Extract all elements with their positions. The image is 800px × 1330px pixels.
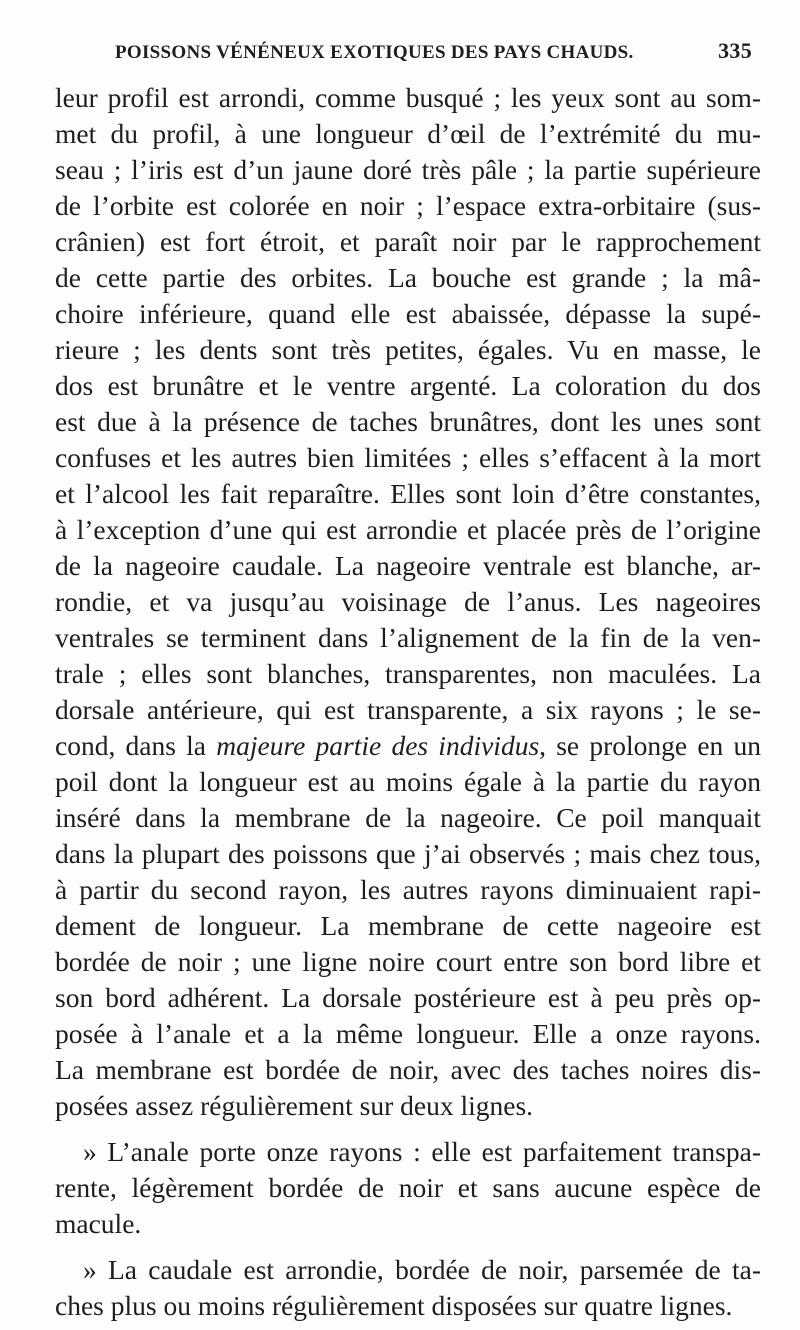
text-line: ventrales se terminent dans l’alignement de la fin de la ven-	[55, 622, 761, 653]
text-line: de l’orbite est colorée en noir ; l’espace extra-orbitaire (sus-	[55, 190, 761, 221]
text-line: » La caudale est arrondie, bordée de noir, parsemée de ta-	[83, 1254, 761, 1285]
body-text	[55, 80, 761, 1324]
running-title: POISSONS VÉNÉNEUX EXOTIQUES DES PAYS CHAUDS.	[115, 42, 634, 63]
text-line: à partir du second rayon, les autres rayons diminuaient rapi-	[55, 874, 761, 905]
text-segment: cond, dans la	[55, 730, 217, 761]
text-line: et l’alcool les fait reparaître. Elles sont loin d’être constantes,	[55, 478, 761, 509]
text-line: posée à l’anale et a la même longueur. Elle a onze rayons.	[55, 1018, 761, 1049]
text-line: poil dont la longueur est au moins égale à la partie du rayon	[55, 766, 761, 797]
text-line: dos est brunâtre et le ventre argenté. La coloration du dos	[55, 370, 761, 401]
text-line: leur profil est arrondi, comme busqué ; les yeux sont au som-	[55, 82, 761, 113]
text-line: bordée de noir ; une ligne noire court entre son bord libre et	[55, 946, 761, 977]
text-line: La membrane est bordée de noir, avec des taches noires dis-	[55, 1054, 761, 1085]
text-line: à l’exception d’une qui est arrondie et placée près de l’origine	[55, 514, 761, 545]
text-line: crânien) est fort étroit, et paraît noir par le rapprochement	[55, 226, 761, 257]
text-segment: , se prolonge en un	[539, 730, 761, 761]
text-line: rente, légèrement bordée de noir et sans aucune espèce de	[55, 1172, 761, 1203]
text-line: est due à la présence de taches brunâtres, dont les unes sont	[55, 406, 761, 437]
text-line: de cette partie des orbites. La bouche est grande ; la mâ-	[55, 262, 761, 293]
text-line: macule.	[55, 1208, 142, 1239]
text-line: dorsale antérieure, qui est transparente, a six rayons ; le se-	[55, 694, 761, 725]
text-line: dans la plupart des poissons que j’ai observés ; mais chez tous,	[55, 838, 761, 869]
text-line: posées assez régulièrement sur deux lignes.	[55, 1090, 534, 1121]
page-number: 335	[718, 38, 752, 63]
text-line: trale ; elles sont blanches, transparentes, non maculées. La	[55, 658, 761, 689]
text-line: son bord adhérent. La dorsale postérieure est à peu près op-	[55, 982, 761, 1013]
text-line: rondie, et va jusqu’au voisinage de l’anus. Les nageoires	[55, 586, 761, 617]
text-line: » L’anale porte onze rayons : elle est parfaitement transpa-	[83, 1136, 761, 1167]
text-line-with-italic	[55, 728, 761, 764]
paragraph	[55, 80, 761, 1124]
paragraph	[55, 1134, 761, 1242]
text-line: de la nageoire caudale. La nageoire ventrale est blanche, ar-	[55, 550, 761, 581]
text-line: seau ; l’iris est d’un jaune doré très pâle ; la partie supérieure	[55, 154, 761, 185]
text-line: inséré dans la membrane de la nageoire. Ce poil manquait	[55, 802, 761, 833]
text-line: rieure ; les dents sont très petites, égales. Vu en masse, le	[55, 334, 761, 365]
text-line: dement de longueur. La membrane de cette nageoire est	[55, 910, 761, 941]
paragraph	[55, 1252, 761, 1324]
page-header	[55, 38, 752, 72]
text-line: choire inférieure, quand elle est abaissée, dépasse la supé-	[55, 298, 761, 329]
text-line: ches plus ou moins régulièrement disposées sur quatre lignes.	[55, 1290, 733, 1321]
text-line: met du profil, à une longueur d’œil de l’extrémité du mu-	[55, 118, 761, 149]
italic-phrase: majeure partie des individus	[216, 730, 540, 761]
text-line: confuses et les autres bien limitées ; elles s’effacent à la mort	[55, 442, 761, 473]
